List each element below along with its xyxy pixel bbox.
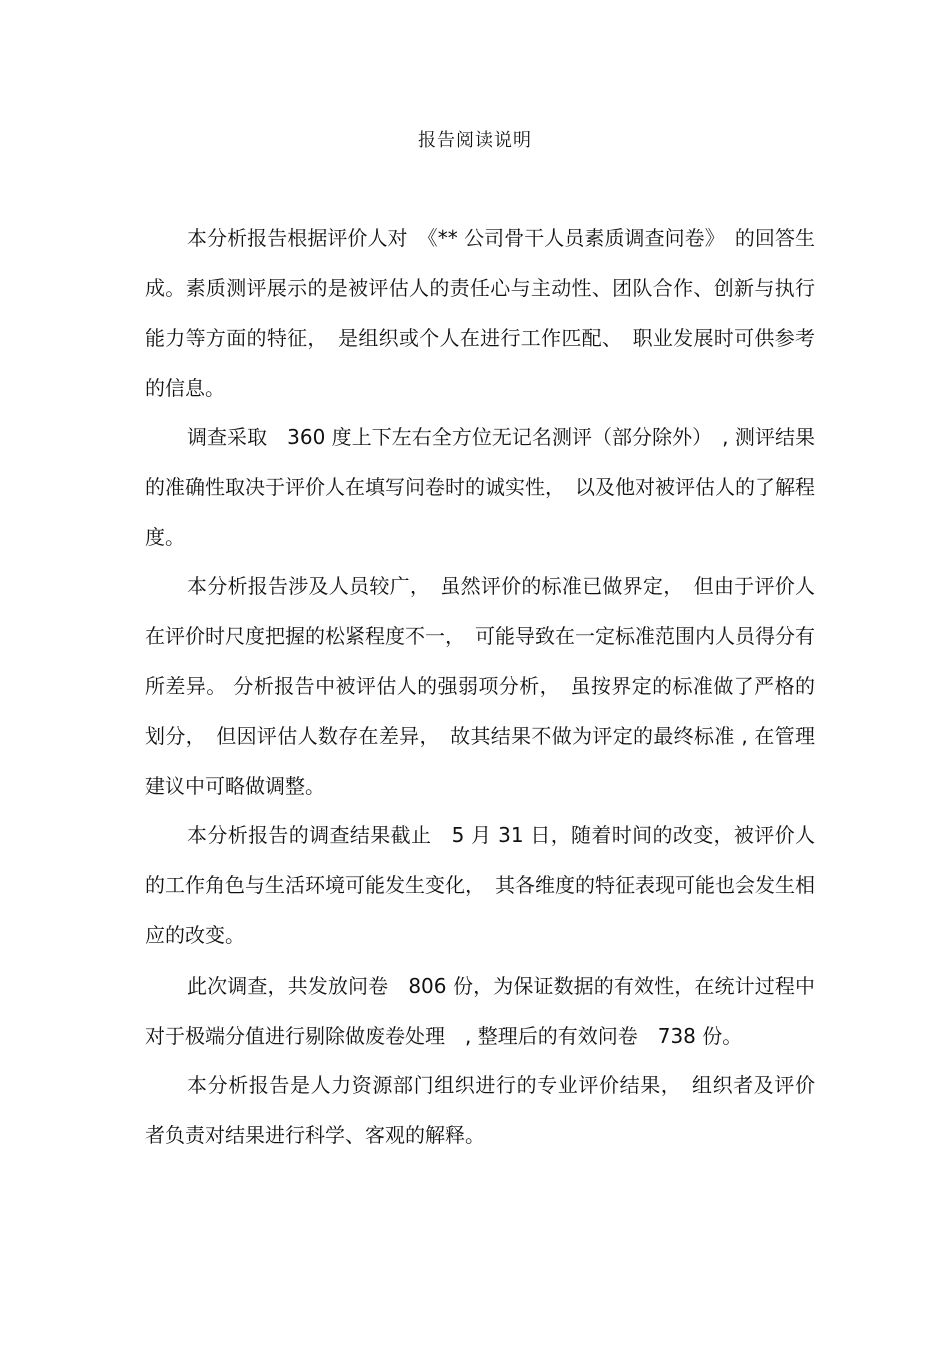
paragraph-cutoff-date: 本分析报告的调查结果截止 5 月 31 日，随着时间的改变，被评价人的工作角色与生活环境可能发生变化， 其各维度的特征表现可能也会发生相应的改变。: [145, 823, 815, 947]
paragraph-responsibility: 本分析报告是人力资源部门组织进行的专业评价结果， 组织者及评价者负责对结果进行科学、客观的解释。: [145, 1073, 815, 1147]
paragraph-standards: 本分析报告涉及人员较广， 虽然评价的标准已做界定， 但由于评价人在评价时尺度把握的松紧程度不一， 可能导致在一定标准范围内人员得分有所差异。 分析报告中被评估人的强弱项分析， 虽按界定的标准做了严格的划分， 但因评估人数存在差异， 故其结果不做为评定的最终标准 , 在管理建议中可略做调整。: [145, 574, 815, 798]
paragraph-method: 调查采取 360 度上下左右全方位无记名测评（部分除外） , 测评结果的准确性取决于评价人在填写问卷时的诚实性， 以及他对被评估人的了解程度。: [145, 425, 815, 549]
paragraph-intro: 本分析报告根据评价人对 《** 公司骨干人员素质调查问卷》 的回答生成。素质测评展示的是被评估人的责任心与主动性、团队合作、创新与执行能力等方面的特征， 是组织或个人在进行工作匹配、 职业发展时可供参考的信息。: [145, 226, 815, 400]
page-title: 报告阅读说明: [418, 130, 532, 151]
paragraph-questionnaire-stats: 此次调查，共发放问卷 806 份，为保证数据的有效性，在统计过程中对于极端分值进行剔除做废卷处理 , 整理后的有效问卷 738 份。: [145, 974, 815, 1048]
